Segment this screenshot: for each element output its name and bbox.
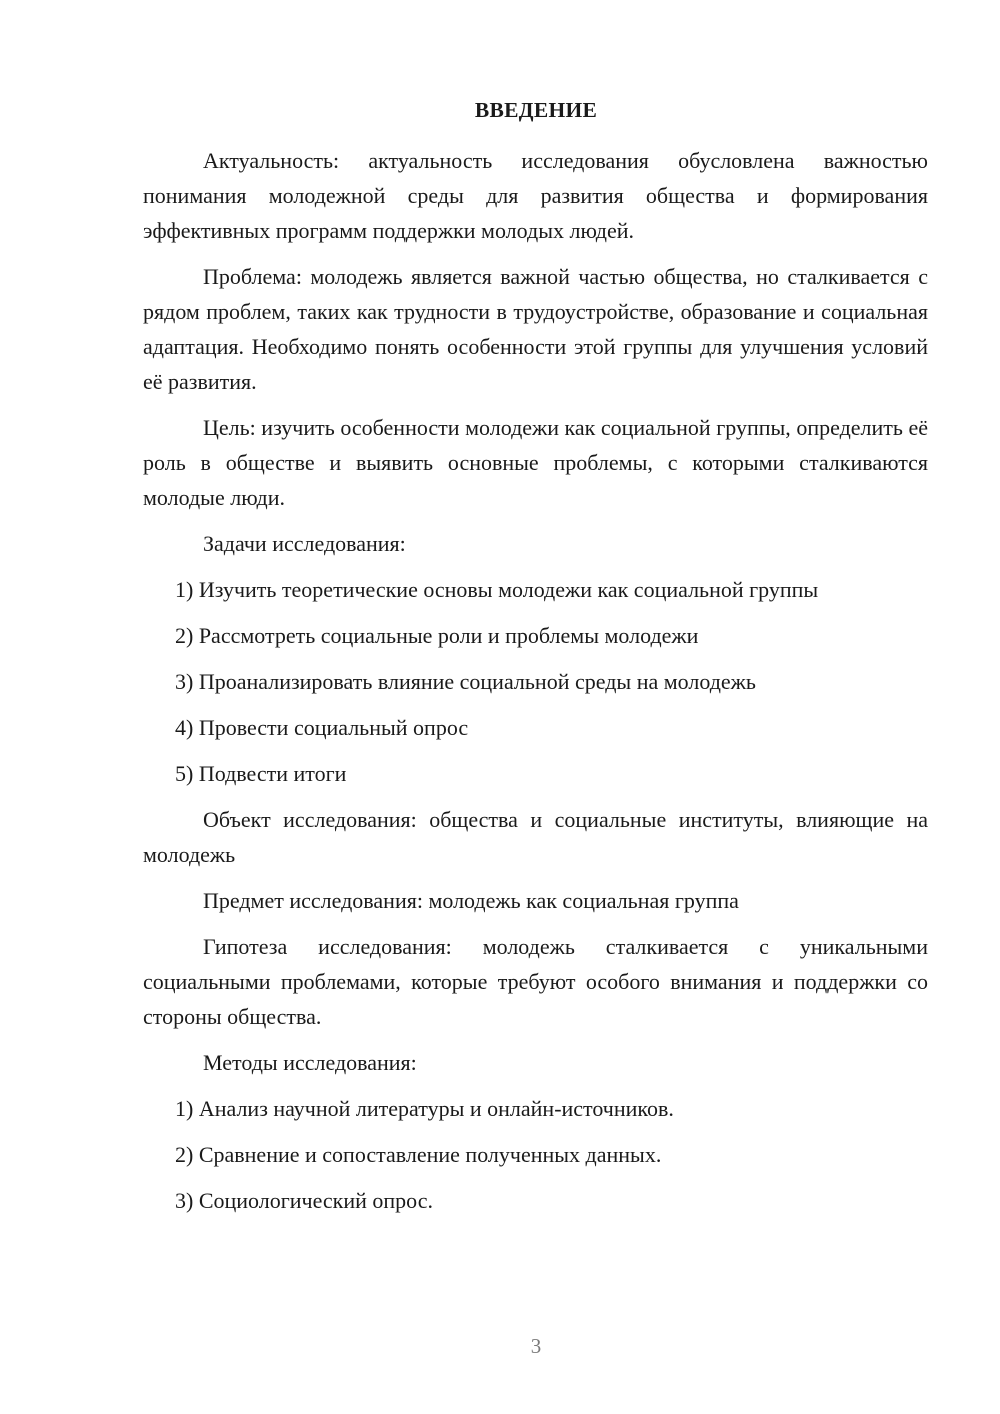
section-title: ВВЕДЕНИЕ bbox=[474, 98, 598, 122]
relevance-paragraph: Актуальность: актуальность исследования обусловлена важностью понимания молодежной среды для развития общества и формирования эффективных программ поддержки молодых людей. bbox=[143, 148, 928, 243]
object-paragraph: Объект исследования: общества и социальные институты, влияющие на молодежь bbox=[143, 807, 928, 867]
method-item: 3) Социологический опрос. bbox=[175, 1188, 433, 1213]
task-item: 5) Подвести итоги bbox=[175, 761, 347, 786]
tasks-heading: Задачи исследования: bbox=[203, 531, 406, 556]
methods-list bbox=[143, 1091, 928, 1218]
method-item: 1) Анализ научной литературы и онлайн-источников. bbox=[175, 1096, 674, 1121]
task-item: 2) Рассмотреть социальные роли и проблемы молодежи bbox=[175, 623, 699, 648]
tasks-list bbox=[143, 572, 928, 791]
task-item: 1) Изучить теоретические основы молодежи как социальной группы bbox=[175, 577, 819, 602]
document-page bbox=[143, 92, 928, 1229]
goal-paragraph: Цель: изучить особенности молодежи как социальной группы, определить её роль в обществе и выявить основные проблемы, с которыми сталкиваются молодые люди. bbox=[143, 415, 928, 510]
methods-heading: Методы исследования: bbox=[203, 1050, 417, 1075]
task-item: 3) Проанализировать влияние социальной среды на молодежь bbox=[175, 669, 756, 694]
method-item: 2) Сравнение и сопоставление полученных данных. bbox=[175, 1142, 662, 1167]
subject-paragraph: Предмет исследования: молодежь как социальная группа bbox=[203, 888, 739, 913]
page-number: 3 bbox=[530, 1334, 542, 1358]
hypothesis-paragraph: Гипотеза исследования: молодежь сталкивается с уникальными социальными проблемами, которые требуют особого внимания и поддержки со стороны общества. bbox=[143, 934, 928, 1029]
task-item: 4) Провести социальный опрос bbox=[175, 715, 469, 740]
problem-paragraph: Проблема: молодежь является важной частью общества, но сталкивается с рядом проблем, таких как трудности в трудоустройстве, образование и социальная адаптация. Необходимо понять особенности этой группы для улучшения условий её развития. bbox=[143, 264, 928, 394]
